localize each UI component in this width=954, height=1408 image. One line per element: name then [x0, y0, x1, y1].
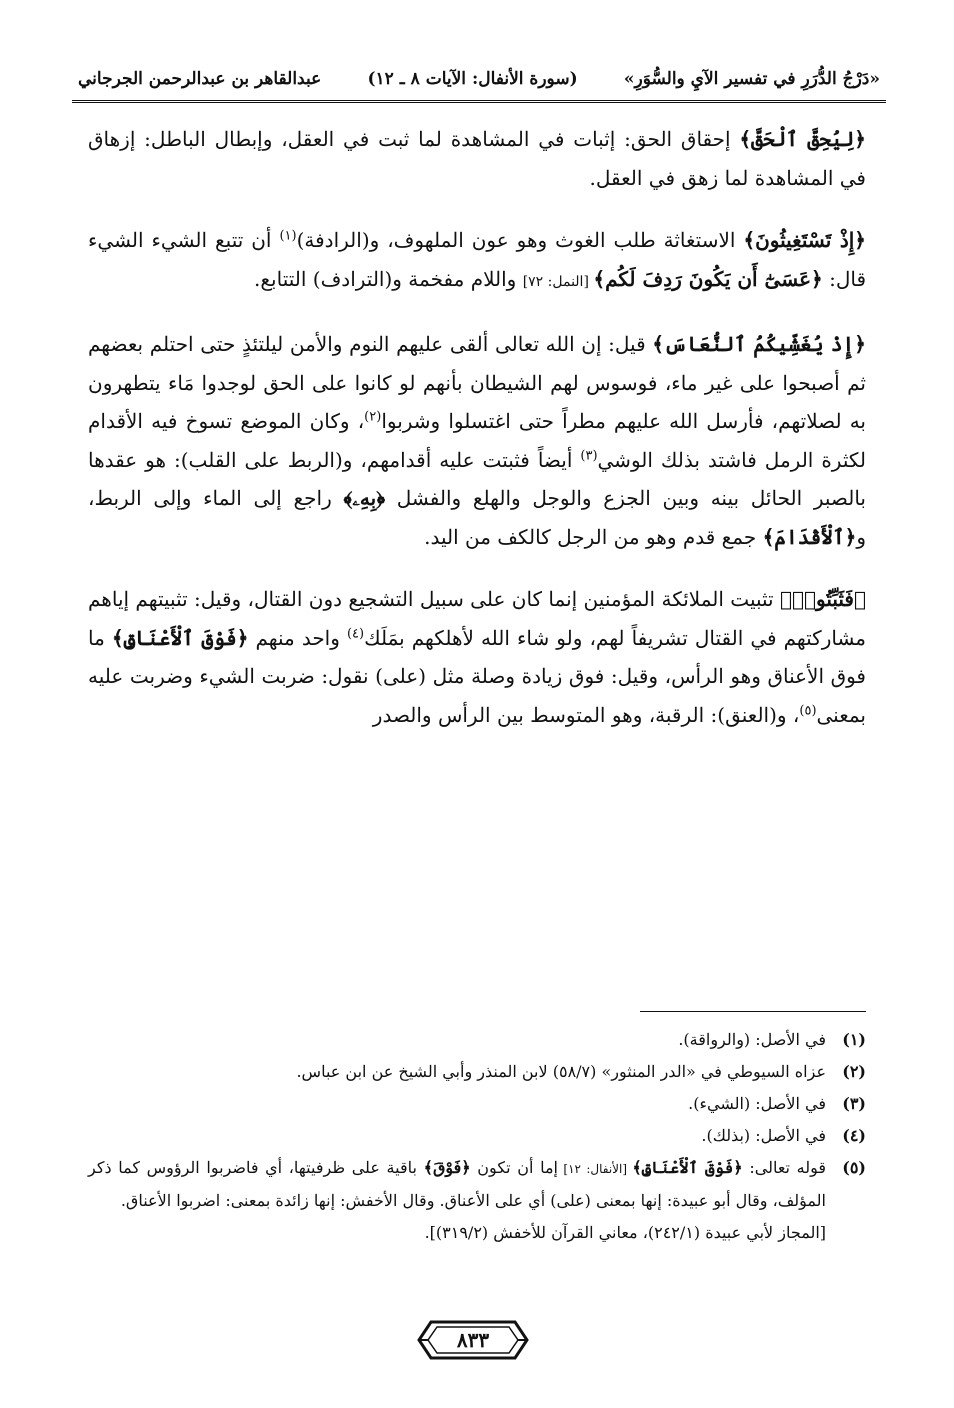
running-header — [78, 62, 880, 96]
paragraph-text: ، و(العنق): الرقبة، وهو المتوسط بين الرأس والصدر — [372, 702, 800, 727]
footnotes — [88, 1024, 866, 1249]
verse-citation: [النمل: ٧٢] — [522, 273, 594, 290]
quran-phrase: ﴿فَوْقَ ٱلْأَعْنَاقِ﴾ — [111, 625, 249, 650]
footnote — [88, 1088, 866, 1120]
footnote-text-part: قوله تعالى: — [742, 1158, 827, 1177]
quran-phrase: ﴿عَسَىٰٓ أَن يَكُونَ رَدِفَ لَكُم﴾ — [593, 266, 823, 291]
footnote-ref[interactable]: (٥) — [799, 702, 817, 718]
paragraph-text: ، وكان الموضع تسوخ فيه الأقدام لكثرة الرمل فاشتد بذلك الوشي — [88, 409, 867, 472]
paragraph-text: واحد منهم — [248, 625, 347, 650]
quran-phrase: ﴿إِذْ تَسْتَغِيثُونَ﴾ — [743, 228, 867, 252]
footnote-ref[interactable]: (١) — [279, 228, 297, 244]
header-divider — [72, 100, 886, 103]
paragraph — [88, 120, 866, 197]
footnote-number: (٤) — [842, 1126, 866, 1145]
paragraph-text: إحقاق الحق: إثبات في المشاهدة لما ثبت في العقل، وإبطال الباطل: إزهاق في المشاهدة لما زهق في العقل. — [88, 127, 866, 190]
footnote — [88, 1056, 866, 1088]
footnote-number: (١) — [842, 1030, 866, 1049]
author-name: عبدالقاهر بن عبدالرحمن الجرجاني — [78, 69, 322, 89]
quran-phrase: ﴿ٱلْأَقْدَامَ﴾ — [762, 524, 857, 549]
quran-phrase: ﴿لِيُحِقَّ ٱلْحَقَّ﴾ — [739, 127, 866, 151]
footnote-text: في الأصل: (والرواقة). — [678, 1030, 826, 1049]
footnote-number: (٥) — [842, 1158, 866, 1177]
quran-phrase: ﴿إِذْ يُغَشِّيكُمُ ٱلنُّعَاسَ﴾ — [652, 332, 866, 356]
paragraph — [88, 580, 866, 734]
footnote-text: في الأصل: (الشيء). — [688, 1094, 826, 1113]
footnote-divider — [640, 1011, 866, 1012]
page-number-ornament — [417, 1318, 529, 1362]
book-title: «دَرْجُ الدُّرَرِ في تفسير الآيِ والسُّوَرِ» — [623, 69, 880, 89]
footnote-text: في الأصل: (بذلك). — [701, 1126, 826, 1145]
footnote-text-part: باقية على ظرفيتها، أي فاضربوا الرؤوس كما ذكر المؤلف، وقال أبو عبيدة: إنها بمعنى (على) أي على الأعناق. وقال الأخفش: إنها زائدة بمعنى: اضربوا الأعناق. — [88, 1158, 826, 1210]
footnote-ref[interactable]: (٢) — [364, 409, 382, 425]
paragraph-text: تثبيت الملائكة المؤمنين إنما كان على سبيل التشجيع دون القتال، وقيل: تثبيتهم إياهم مشاركتهم في القتال تشريفاً لهم، ولو شاء الله لأهلكهم بمَلَك — [88, 587, 866, 650]
footnote-ref[interactable]: (٣) — [580, 447, 598, 463]
quran-phrase: ﴿فَثَبِّتُوا۟﴾ — [779, 587, 866, 611]
footnote — [88, 1152, 866, 1217]
quran-phrase: ﴿فَوْقَ ٱلْأَعْنَاقِ﴾ — [632, 1158, 743, 1177]
footnote-ref[interactable]: (٤) — [346, 625, 365, 641]
paragraph-text: قيل: إن الله تعالى ألقى عليهم النوم والأمن ليلتئذٍ حتى احتلم بعضهم ثم أصبحوا على غير ماء، فوسوس لهم الشيطان بأنهم لو كانوا على الحق لوجدوا مَاء يتطهرون به لصلاتهم، فأرسل الله عليهم مطراً حتى اغتسلوا وشربوا — [88, 332, 866, 433]
verse-citation: [الأنفال: ١٢] — [558, 1162, 633, 1176]
main-text — [88, 120, 866, 758]
paragraph-text: الاستغاثة طلب الغوث وهو عون الملهوف، و(الرادفة) — [296, 228, 744, 252]
paragraph-text: ما فوق الأعناق وهو الرأس، وقيل: فوق زيادة وصلة مثل (على) نقول: ضربت الشيء وضربت عليه بمعنى — [88, 625, 866, 727]
paragraph-text: جمع قدم وهو من الرجل كالكف من اليد. — [424, 524, 763, 549]
quran-phrase: ﴿فَوْقَ﴾ — [423, 1158, 471, 1177]
footnote-number: (٣) — [842, 1094, 866, 1113]
footnote-text: عزاه السيوطي في «الدر المنثور» (٥٨/٧) لابن المنذر وأبي الشيخ عن ابن عباس. — [296, 1062, 826, 1081]
paragraph-text: أن تتبع الشيء الشيء قال: — [88, 228, 866, 291]
footnote-text-part: إما أن تكون — [470, 1158, 559, 1177]
paragraph-text: واللام مفخمة و(الترادف) التتابع. — [254, 266, 523, 291]
footnote — [88, 1120, 866, 1152]
footnote — [88, 1024, 866, 1056]
footnote-text — [88, 1152, 826, 1217]
paragraph-text: أيضاً فثبتت عليه أقدامهم، و(الربط على القلب): هو عقدها بالصبر الحائل بينه وبين الجزع والوجل والهلع والفشل — [88, 447, 867, 510]
paragraph — [88, 221, 866, 301]
page-number: ٨٣٣ — [456, 1328, 490, 1352]
footnote-reference: [المجاز لأبي عبيدة (٢٤٢/١)، معاني القرآن للأخفش (٣١٩/٢)]. — [424, 1223, 826, 1242]
section-title: (سورة الأنفال: الآيات ٨ ـ ١٢) — [367, 69, 578, 89]
paragraph — [88, 325, 866, 556]
paragraph-text: راجع إلى الماء وإلى الربط، و — [88, 486, 866, 549]
footnote-number: (٢) — [842, 1062, 866, 1081]
quran-phrase: ﴿بِهِۦ﴾ — [343, 486, 386, 510]
